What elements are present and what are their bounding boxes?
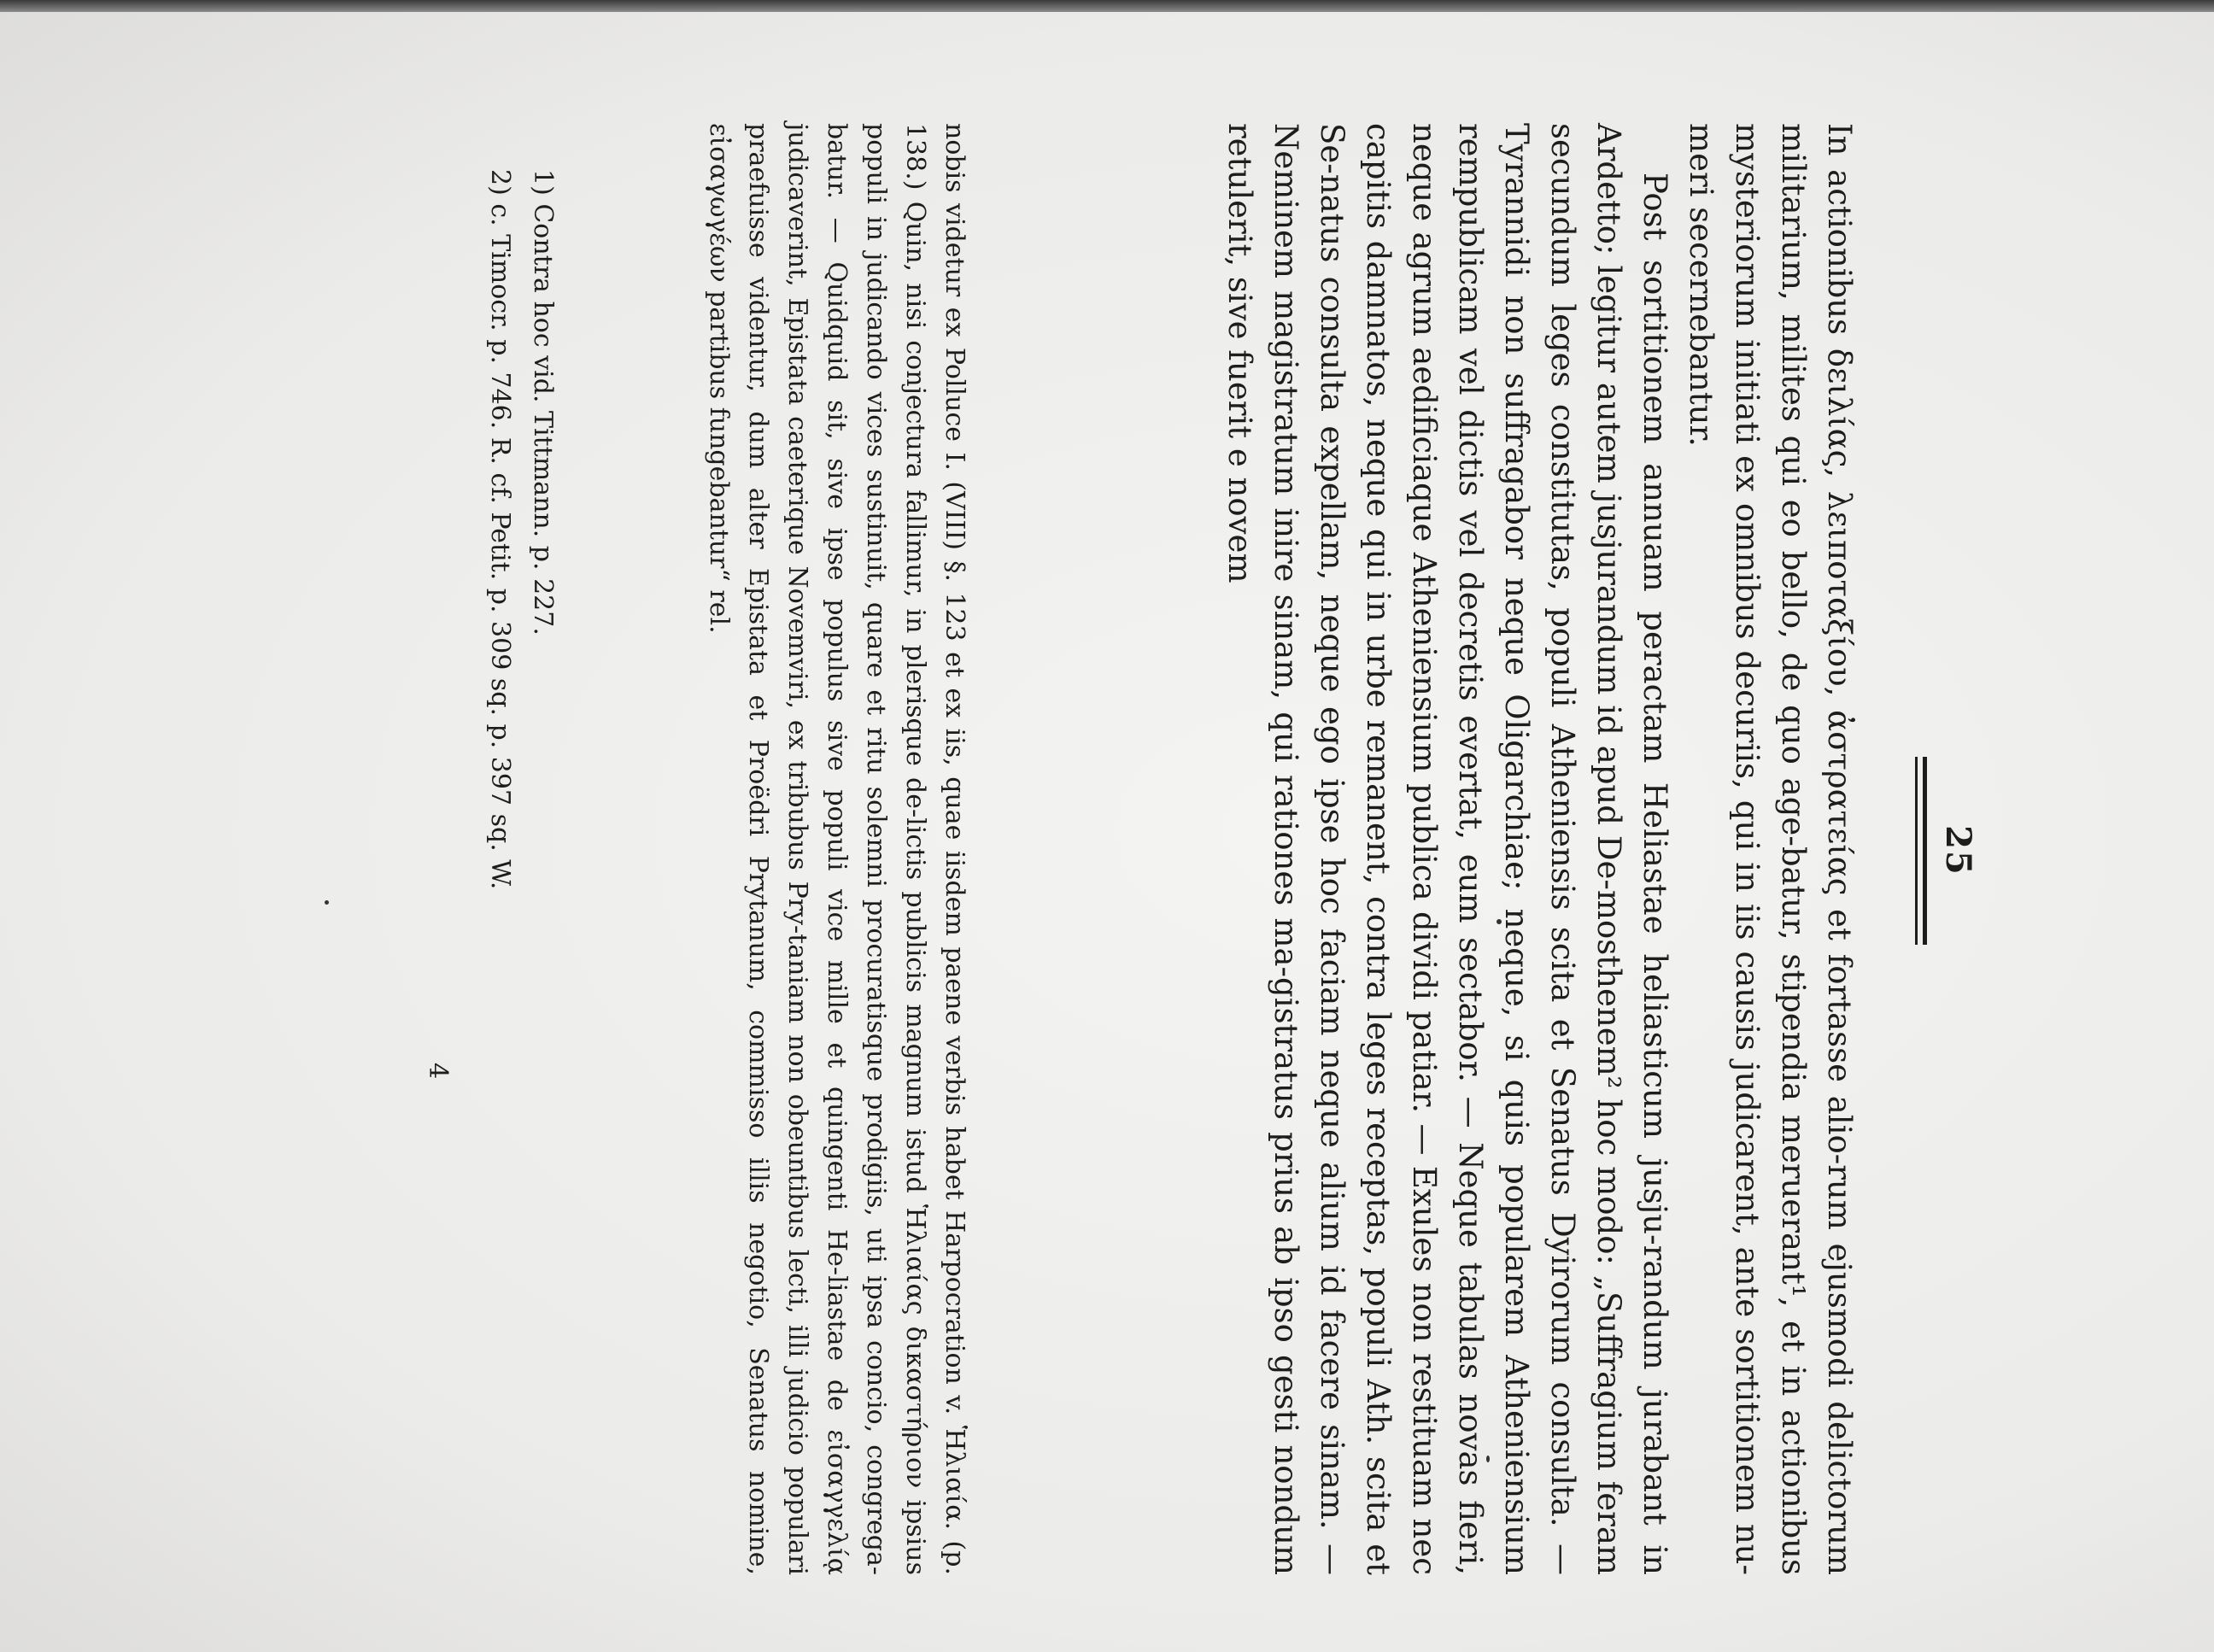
footnote-1: 1) Contra hoc vid. Tittmann. p. 227. <box>528 169 558 636</box>
book-page <box>0 12 2214 1652</box>
signature-mark: 4 <box>423 1063 453 1080</box>
note-text: nobis videtur ex Polluce I. (VIII) §. 123 et ex iis, quae iisdem paene verbis habet Harpocration v. Ἡλιαία. (p. 138.) Quin, nisi conjectura fallimur, in plerisque de-lictis publicis magnum istud Ἡλιαίας δικαστήριον ipsius populi in judicando vices sustinuit, quare et ritu solemni procuratisque prodigiis, uti ipsa concio, congrega-batur. — Quidquid sit, sive ipse populus sive populi vice mille et quingenti He-liastae de εἰσαγγελίᾳ judicaverint, Epistata caeterique Novemviri, ex tribubus Pry-taniam non obeuntibus lecti, illi judicio populari praefuisse videntur, dum alter Epistata et Proëdri Prytanum, commisso illis negotio, Senatus nomine, εἰσαγωγέων partibus fungebantur“ rel. <box>704 123 969 1576</box>
paragraph-1: In actionibus δειλίας, λειποταξίου, ἀστρατείας et fortasse alio-rum ejusmodi delictorum militarium, milites qui eo bello, de quo age-batur, stipendia meruerant¹, et in actionibus mysteriorum initiati ex omnibus decuriis, qui in iis causis judicarent, ante sortitionem nu-meri secernebantur. <box>1683 123 1858 1575</box>
header-rule <box>1915 757 1918 945</box>
scan-edge <box>0 0 2214 12</box>
rotated-page-content <box>102 123 1982 1575</box>
continued-note <box>699 123 974 1575</box>
main-text <box>1216 123 1862 1575</box>
page-number: 25 <box>1938 825 1978 876</box>
footnotes <box>478 123 564 1575</box>
header-rule <box>1923 757 1927 945</box>
paragraph-2: Post sortitionem annuam peractam Heliastae heliasticum jusju-randum jurabant in Ardetto; legitur autem jusjurandum id apud De-mosthenem² hoc modo: „Suffragium feram secundum leges constitutas, populi Atheniensis scita et Senatus Dyirorum consulta. — Tyrannidi non suffragabor neque Oligarchiae; neque, si quis popularem Atheniensium rempublicam vel dictis vel decretis evertat, eum sectabor. — Neque tabulas novas fieri, neque agrum aedificiaque Atheniensium publica dividi patiar. — Exules non restituam nec capitis damnatos, neque qui in urbe remanent, contra leges receptas, populi Ath. scita et Se-natus consulta expellam, neque ego ipse hoc faciam neque alium id facere sinam. — Neminem magistratum inire sinam, qui rationes ma-gistratus prius ab ipso gesti nondum retulerit, sive fuerit e novem <box>1221 123 1673 1575</box>
footnote-2: 2) c. Timocr. p. 746. R. cf. Petit. p. 309 sq. p. 397 sq. W. <box>485 169 515 890</box>
